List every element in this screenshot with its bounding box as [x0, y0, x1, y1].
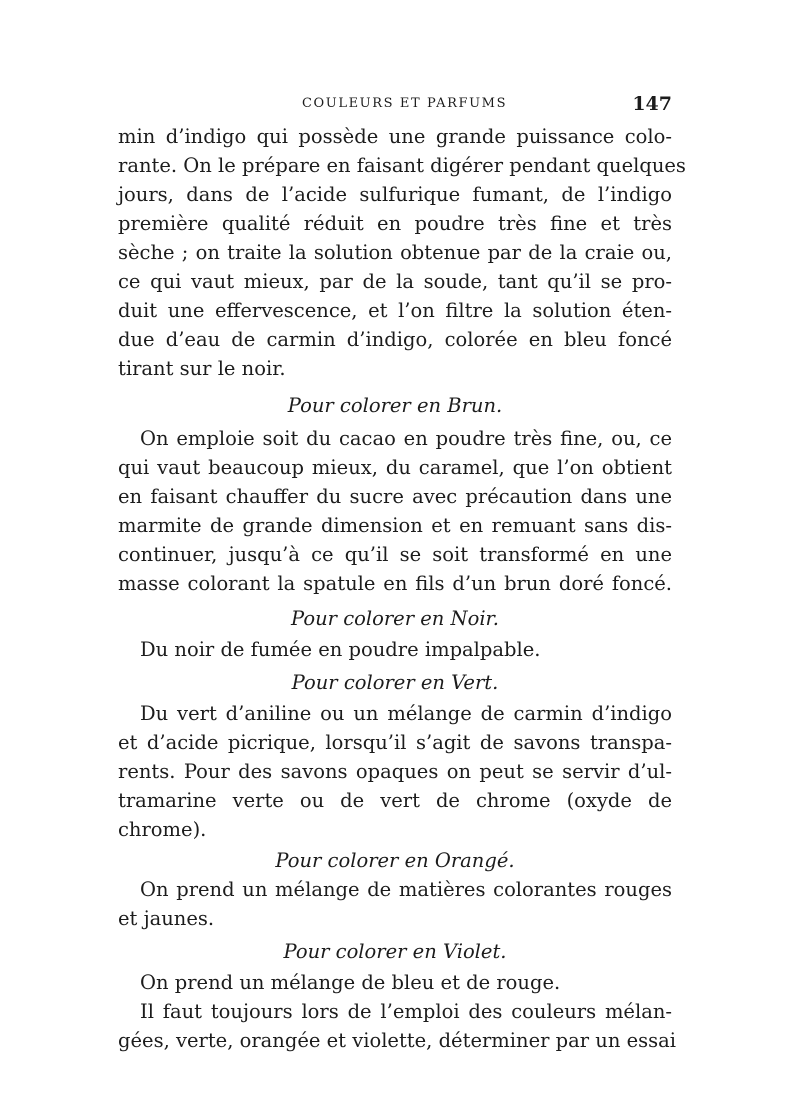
text-line: On prend un mélange de matières colorantes rouges: [140, 878, 672, 901]
text-line: et d’acide picrique, lorsqu’il s’agit de savons transpa-: [118, 731, 672, 754]
text-line: en faisant chauffer du sucre avec précaution dans une: [118, 485, 672, 508]
text-line: masse colorant la spatule en fils d’un brun doré foncé.: [118, 572, 672, 595]
section-heading-orange: Pour colorer en Orangé.: [275, 849, 515, 872]
text-line: Du vert d’aniline ou un mélange de carmin d’indigo: [140, 702, 672, 725]
text-line: tirant sur le noir.: [118, 357, 286, 380]
text-line: On prend un mélange de bleu et de rouge.: [140, 971, 561, 994]
text-line: continuer, jusqu’à ce qu’il se soit transformé en une: [118, 543, 672, 566]
text-line: première qualité réduit en poudre très fine et très: [118, 212, 672, 235]
text-line: due d’eau de carmin d’indigo, colorée en bleu foncé: [118, 328, 672, 351]
text-line: marmite de grande dimension et en remuant sans dis-: [118, 514, 672, 537]
section-heading-noir: Pour colorer en Noir.: [291, 607, 499, 630]
text-line: jours, dans de l’acide sulfurique fumant, de l’indigo: [118, 183, 672, 206]
running-head: [120, 94, 672, 118]
section-heading-brun: Pour colorer en Brun.: [287, 394, 503, 417]
text-line: qui vaut beaucoup mieux, du caramel, que l’on obtient: [118, 456, 672, 479]
text-line: chrome).: [118, 818, 207, 841]
section-heading-vert: Pour colorer en Vert.: [291, 671, 499, 694]
text-line: Il faut toujours lors de l’emploi des couleurs mélan-: [140, 1000, 672, 1023]
text-line: min d’indigo qui possède une grande puissance colo-: [118, 125, 672, 148]
section-heading-violet: Pour colorer en Violet.: [283, 940, 507, 963]
text-line: Du noir de fumée en poudre impalpable.: [140, 638, 541, 661]
text-line: gées, verte, orangée et violette, déterminer par un essai: [118, 1029, 677, 1052]
text-line: On emploie soit du cacao en poudre très fine, ou, ce: [140, 427, 672, 450]
text-line: ce qui vaut mieux, par de la soude, tant qu’il se pro-: [118, 270, 672, 293]
text-line: rante. On le prépare en faisant digérer pendant quelques: [118, 154, 686, 177]
page-number: 147: [632, 93, 672, 115]
text-line: rents. Pour des savons opaques on peut se servir d’ul-: [118, 760, 672, 783]
text-line: et jaunes.: [118, 907, 215, 930]
text-line: sèche ; on traite la solution obtenue par de la craie ou,: [118, 241, 672, 264]
text-line: tramarine verte ou de vert de chrome (oxyde de: [118, 789, 672, 812]
running-head-title: COULEURS ET PARFUMS: [302, 96, 508, 111]
body-text: [118, 122, 686, 1055]
text-line: duit une effervescence, et l’on filtre la solution éten-: [118, 299, 672, 322]
